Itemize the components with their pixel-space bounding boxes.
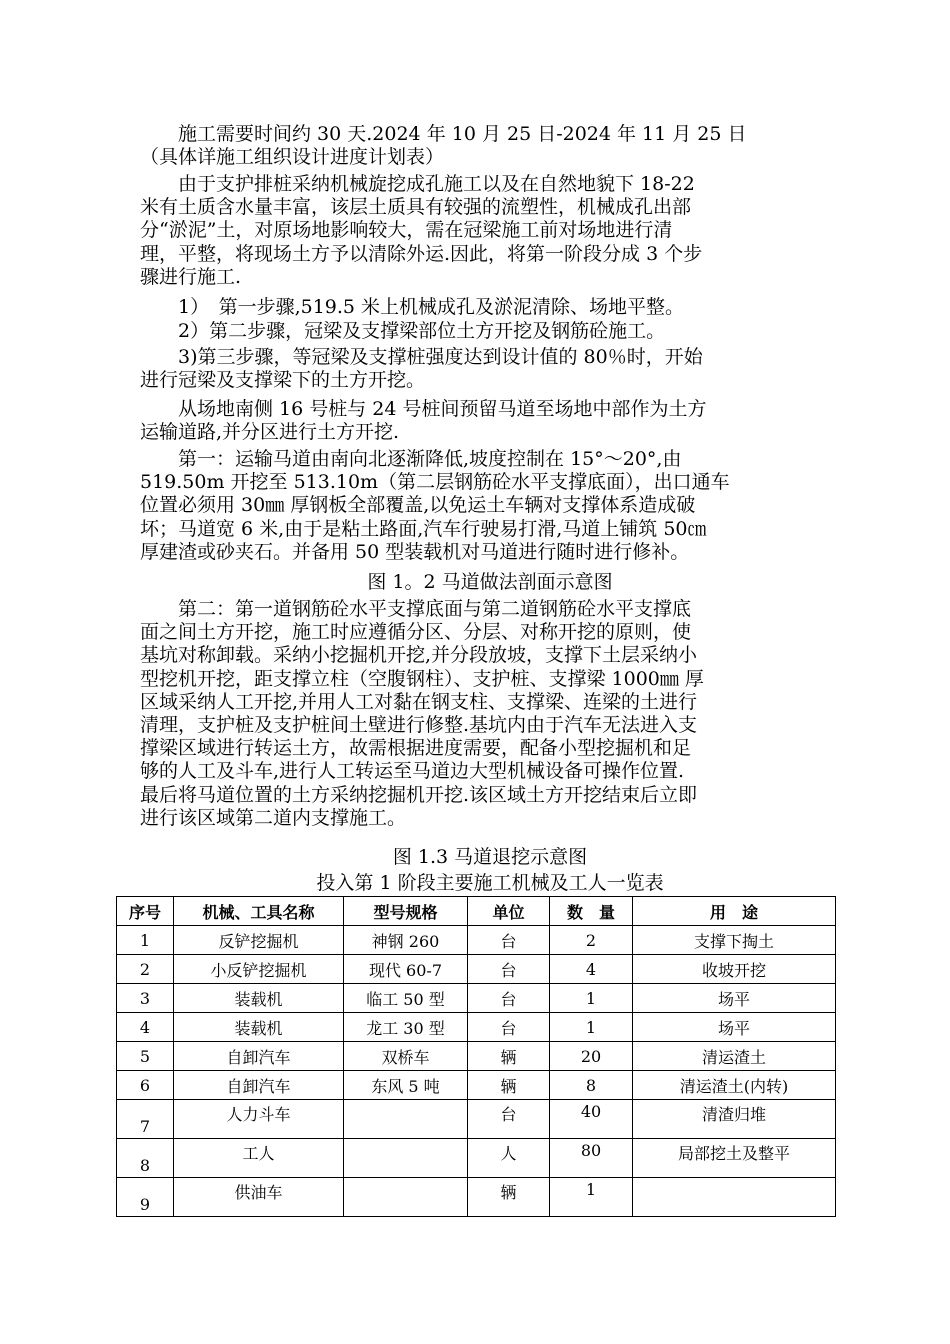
cell-seq: 5: [117, 1042, 174, 1071]
text-line: 最后将马道位置的土方采纳挖掘机开挖.该区域土方开挖结束后立即: [140, 783, 698, 806]
cell-unit: 台: [468, 984, 550, 1013]
table-row: [117, 1013, 836, 1042]
table-header-row: [117, 897, 836, 926]
text-line: 骤进行施工.: [140, 265, 242, 288]
paragraph-step-2: [140, 320, 840, 343]
cell-unit: 台: [468, 1100, 550, 1139]
paragraph-soil-conditions: [140, 173, 840, 289]
cell-purpose: 场平: [633, 984, 836, 1013]
cell-name: 小反铲挖掘机: [174, 955, 344, 984]
paragraph-first: [140, 448, 840, 564]
cell-quantity: 1: [550, 1013, 633, 1042]
cell-quantity: 1: [550, 1178, 633, 1217]
text-line: 区域采纳人工开挖,并用人工对黏在钢支柱、支撑梁、连梁的土进行: [140, 690, 698, 713]
table-row: [117, 926, 836, 955]
cell-unit: 台: [468, 955, 550, 984]
text-line: 进行冠梁及支撑梁下的土方开挖。: [140, 369, 426, 392]
cell-model: 现代 60-7: [344, 955, 468, 984]
table-row: [117, 1100, 836, 1139]
text-line: 进行该区域第二道内支撑施工。: [140, 806, 407, 829]
text-line: 基坑对称卸载。采纳小挖掘机开挖,并分段放坡，支撑下土层采纳小: [140, 644, 698, 667]
paragraph-step-1: [140, 296, 840, 319]
header-seq: 序号: [117, 897, 174, 926]
text-line: 2）第二步骤，冠梁及支撑梁部位土方开挖及钢筋砼施工。: [140, 320, 666, 342]
paragraph-second: [140, 598, 840, 830]
cell-purpose: 收坡开挖: [633, 955, 836, 984]
cell-name: 工人: [174, 1139, 344, 1178]
text-line: 分“淤泥”土，对原场地影响较大，需在冠梁施工前对场地进行清: [140, 219, 673, 242]
cell-name: 供油车: [174, 1178, 344, 1217]
cell-name: 装载机: [174, 1013, 344, 1042]
paragraph-haul-road: [140, 398, 840, 444]
cell-quantity: 20: [550, 1042, 633, 1071]
text-line: 厚建渣或砂夹石。并备用 50 型装载机对马道进行随时进行修补。: [140, 540, 690, 563]
text-line: 位置必须用 30㎜ 厚钢板全部覆盖,以免运土车辆对支撑体系造成破: [140, 494, 696, 517]
cell-model: [344, 1139, 468, 1178]
figure-1-2-caption: 图 1。2 马道做法剖面示意图: [367, 571, 613, 593]
cell-purpose: 场平: [633, 1013, 836, 1042]
text-line: 由于支护排桩采纳机械旋挖成孔施工以及在自然地貌下 18-22: [140, 173, 695, 195]
header-purpose: 用 途: [633, 897, 836, 926]
cell-name: 装载机: [174, 984, 344, 1013]
text-line: 519.50m 开挖至 513.10m（第二层钢筋砼水平支撑底面），出口通车: [140, 471, 730, 494]
text-line: 面之间土方开挖，施工时应遵循分区、分层、对称开挖的原则，使: [140, 621, 692, 644]
text-line: 够的人工及斗车,进行人工转运至马道边大型机械设备可操作位置.: [140, 760, 685, 783]
text-line: 第二：第一道钢筋砼水平支撑底面与第二道钢筋砼水平支撑底: [140, 598, 692, 620]
cell-name: 自卸汽车: [174, 1042, 344, 1071]
cell-unit: 辆: [468, 1042, 550, 1071]
cell-quantity: 2: [550, 926, 633, 955]
header-model: 型号规格: [344, 897, 468, 926]
cell-name: 人力斗车: [174, 1100, 344, 1139]
cell-name: 反铲挖掘机: [174, 926, 344, 955]
cell-purpose: 支撑下掏土: [633, 926, 836, 955]
text-line: 型挖机开挖，距支撑立柱（空腹钢柱）、支护桩、支撑梁 1000㎜ 厚: [140, 667, 704, 690]
cell-unit: 辆: [468, 1178, 550, 1217]
paragraph-schedule: [140, 123, 840, 169]
cell-model: [344, 1100, 468, 1139]
cell-seq: 6: [117, 1071, 174, 1100]
table-row: [117, 1139, 836, 1178]
cell-unit: 人: [468, 1139, 550, 1178]
cell-purpose: 清渣归堆: [633, 1100, 836, 1139]
text-line: 理，平整，将现场土方予以清除外运.因此，将第一阶段分成 3 个步: [140, 242, 703, 265]
text-line: 第一：运输马道由南向北逐渐降低,坡度控制在 15°～20°,由: [140, 448, 682, 470]
cell-seq: 8: [117, 1139, 174, 1178]
cell-seq: 4: [117, 1013, 174, 1042]
paragraph-step-3: [140, 346, 840, 392]
cell-model: 双桥车: [344, 1042, 468, 1071]
text-line: 施工需要时间约 30 天.2024 年 10 月 25 日-2024 年 11 月 25 日: [140, 123, 747, 145]
cell-name: 自卸汽车: [174, 1071, 344, 1100]
text-line: （具体详施工组织设计进度计划表）: [140, 146, 445, 169]
text-line: 坏；马道宽 6 米,由于是粘土路面,汽车行驶易打滑,马道上铺筑 50㎝: [140, 517, 707, 540]
text-line: 从场地南侧 16 号桩与 24 号桩间预留马道至场地中部作为土方: [140, 398, 707, 420]
table-row: [117, 1042, 836, 1071]
cell-model: 东风 5 吨: [344, 1071, 468, 1100]
header-name: 机械、工具名称: [174, 897, 344, 926]
cell-model: [344, 1178, 468, 1217]
cell-quantity: 80: [550, 1139, 633, 1178]
text-line: 清理，支护桩及支护桩间土壁进行修整.基坑内由于汽车无法进入支: [140, 713, 698, 736]
cell-quantity: 1: [550, 984, 633, 1013]
cell-seq: 2: [117, 955, 174, 984]
text-line: 撑梁区域进行转运土方，故需根据进度需要，配备小型挖掘机和足: [140, 737, 692, 760]
cell-quantity: 40: [550, 1100, 633, 1139]
cell-model: 神钢 260: [344, 926, 468, 955]
cell-unit: 台: [468, 1013, 550, 1042]
cell-seq: 9: [117, 1178, 174, 1217]
table-row: [117, 984, 836, 1013]
cell-quantity: 4: [550, 955, 633, 984]
text-line: 1） 第一步骤,519.5 米上机械成孔及淤泥清除、场地平整。: [140, 296, 685, 318]
cell-unit: 辆: [468, 1071, 550, 1100]
header-quantity: 数 量: [550, 897, 633, 926]
equipment-table: [116, 896, 836, 1217]
table-title: 投入第 1 阶段主要施工机械及工人一览表: [316, 872, 664, 894]
cell-model: 临工 50 型: [344, 984, 468, 1013]
cell-seq: 1: [117, 926, 174, 955]
cell-seq: 7: [117, 1100, 174, 1139]
figure-1-3-caption: 图 1.3 马道退挖示意图: [392, 846, 588, 868]
cell-purpose: 清运渣土(内转): [633, 1071, 836, 1100]
cell-seq: 3: [117, 984, 174, 1013]
text-line: 运输道路,并分区进行土方开挖.: [140, 421, 400, 444]
cell-model: 龙工 30 型: [344, 1013, 468, 1042]
cell-quantity: 8: [550, 1071, 633, 1100]
table-row: [117, 955, 836, 984]
table-row: [117, 1071, 836, 1100]
table-row: [117, 1178, 836, 1217]
cell-purpose: 清运渣土: [633, 1042, 836, 1071]
header-unit: 单位: [468, 897, 550, 926]
cell-purpose: [633, 1178, 836, 1217]
text-line: 米有土质含水量丰富，该层土质具有较强的流塑性，机械成孔出部: [140, 196, 692, 219]
cell-purpose: 局部挖土及整平: [633, 1139, 836, 1178]
cell-unit: 台: [468, 926, 550, 955]
text-line: 3)第三步骤，等冠梁及支撑桩强度达到设计值的 80％时，开始: [140, 346, 703, 368]
